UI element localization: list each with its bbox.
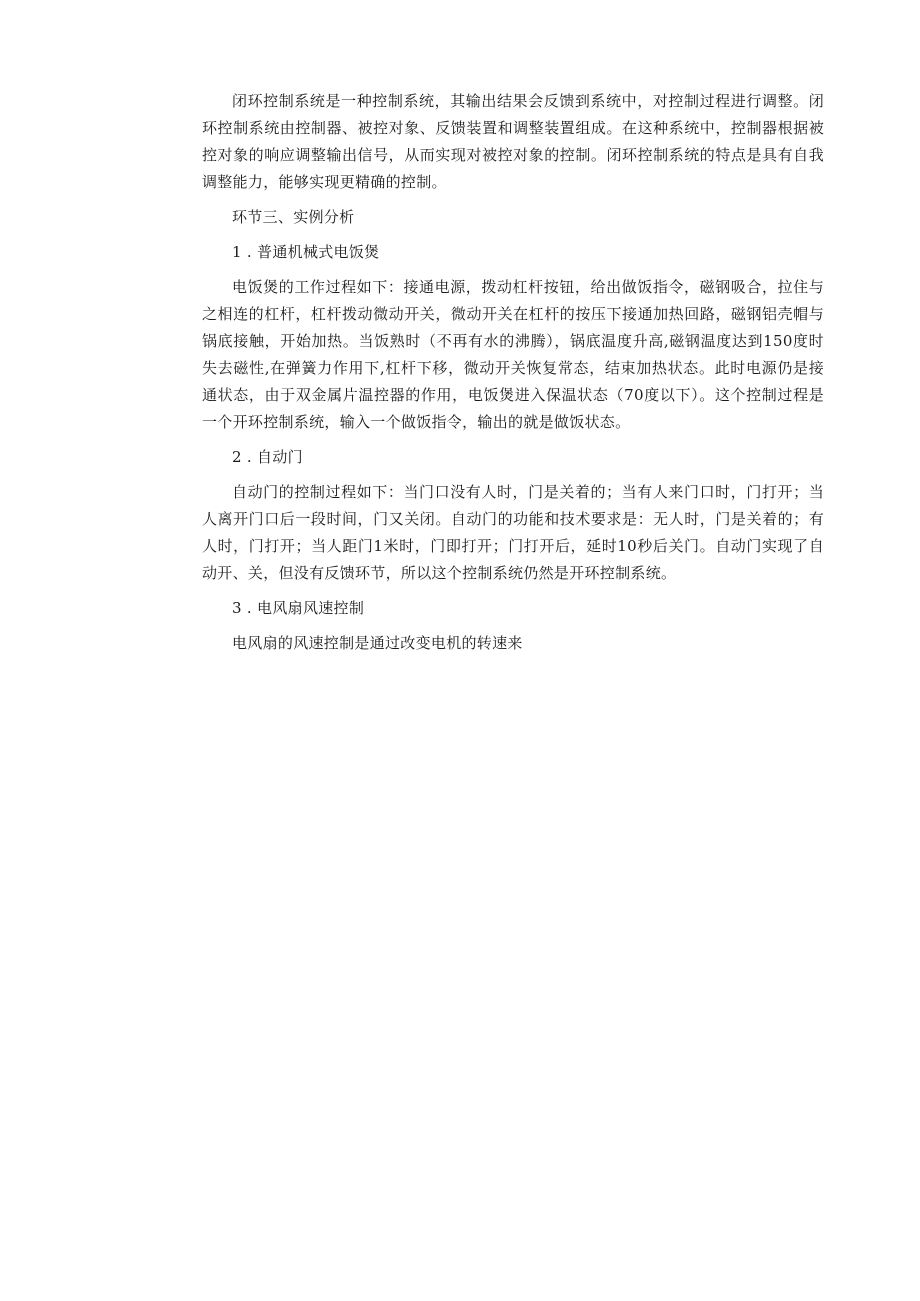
- subheading-rice-cooker: 1 . 普通机械式电饭煲: [232, 243, 380, 261]
- subheading-auto-door: 2 . 自动门: [232, 448, 303, 466]
- paragraph-closed-loop: 闭环控制系统是一种控制系统，其输出结果会反馈到系统中，对控制过程进行调整。闭环控制系统由控制器、被控对象、反馈装置和调整装置组成。在这种系统中，控制器根据被控对象的响应调整输出信号，从而实现对被控对象的控制。闭环控制系统的特点是具有自我调整能力，能够实现更精确的控制。: [202, 92, 824, 191]
- subheading-fan-speed: 3 . 电风扇风速控制: [232, 599, 365, 617]
- paragraph-rice-cooker: 电饭煲的工作过程如下：接通电源，拨动杠杆按钮，给出做饭指令，磁钢吸合，拉住与之相连的杠杆，杠杆拨动微动开关，微动开关在杠杆的按压下接通加热回路，磁钢铝壳帽与锅底接触，开始加热。当饭熟时（不再有水的沸腾），锅底温度升高,磁钢温度达到150度时失去磁性,在弹簧力作用下,杠杆下移，微动开关恢复常态，结束加热状态。此时电源仍是接通状态，由于双金属片温控器的作用，电饭煲进入保温状态（70度以下）。这个控制过程是一个开环控制系统，输入一个做饭指令，输出的就是做饭状态。: [202, 278, 824, 431]
- paragraph-auto-door: 自动门的控制过程如下：当门口没有人时，门是关着的；当有人来门口时，门打开；当人离开门口后一段时间，门又关闭。自动门的功能和技术要求是：无人时，门是关着的；有人时，门打开；当人距门1米时，门即打开；门打开后，延时10秒后关门。自动门实现了自动开、关，但没有反馈环节，所以这个控制系统仍然是开环控制系统。: [202, 483, 824, 582]
- section-heading: 环节三、实例分析: [232, 208, 355, 226]
- document-body: [202, 88, 824, 657]
- paragraph-fan-speed: 电风扇的风速控制是通过改变电机的转速来: [232, 634, 523, 652]
